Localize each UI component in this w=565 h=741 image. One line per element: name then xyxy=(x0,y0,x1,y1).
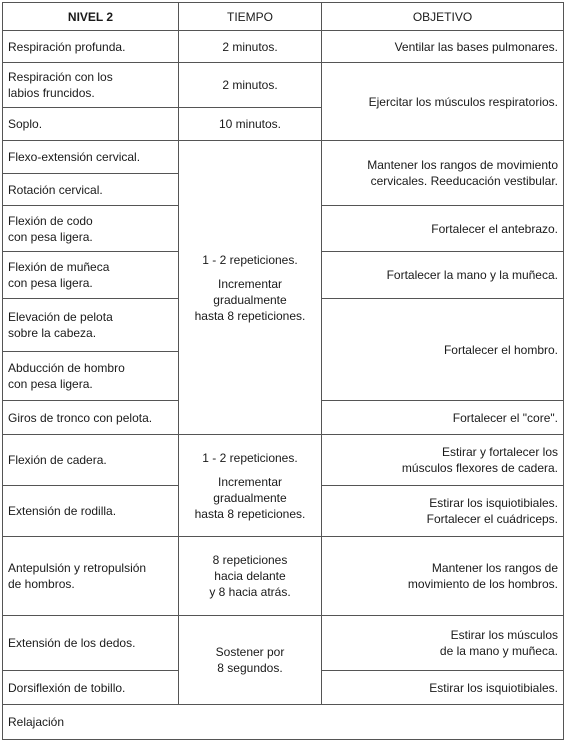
time-line: 1 - 2 repeticiones. xyxy=(202,450,298,465)
cell-line: Estirar los isquiotibiales. xyxy=(429,496,558,510)
exercise-cell: Giros de tronco con pelota. xyxy=(3,401,179,435)
cell-line: Flexión de codo xyxy=(8,213,93,228)
cell-line: movimiento de los hombros. xyxy=(407,577,558,591)
cell-line: de hombros. xyxy=(8,577,75,591)
objective-cell xyxy=(322,486,564,537)
time-line: Incrementar xyxy=(217,276,283,291)
table-row xyxy=(3,537,564,616)
header-objetivo: OBJETIVO xyxy=(322,3,564,31)
time-line: hasta 8 repeticiones. xyxy=(194,308,306,323)
time-cell xyxy=(179,435,322,537)
cell-line: Antepulsión y retropulsión xyxy=(8,561,147,575)
exercise-cell: Rotación cervical. xyxy=(3,174,179,206)
cell-line: Estirar y fortalecer los xyxy=(441,445,558,459)
objective-cell: Fortalecer el hombro. xyxy=(322,299,564,401)
cell-line: con pesa ligera. xyxy=(8,276,93,290)
cell-line: Sostener por xyxy=(215,645,285,659)
time-line: Incrementar xyxy=(217,474,283,489)
exercise-cell: Respiración profunda. xyxy=(3,31,179,63)
exercise-cell xyxy=(3,537,179,616)
time-cell: 2 minutos. xyxy=(179,31,322,63)
cell-line: sobre la cabeza. xyxy=(8,326,97,340)
exercise-cell xyxy=(3,352,179,401)
objective-cell: Ejercitar los músculos respiratorios. xyxy=(322,63,564,141)
cell-line: Estirar los músculos xyxy=(450,628,558,642)
cell-line: Elevación de pelota xyxy=(8,310,113,324)
exercise-cell: Extensión de los dedos. xyxy=(3,616,179,671)
cell-line: Abducción de hombro xyxy=(8,361,125,375)
cell-line: de la mano y muñeca. xyxy=(439,644,558,658)
time-cell: 2 minutos. xyxy=(179,63,322,108)
header-nivel: NIVEL 2 xyxy=(3,3,179,31)
cell-line: con pesa ligera. xyxy=(8,229,93,244)
exercise-cell xyxy=(3,63,179,108)
cell-line: Flexión de muñeca xyxy=(8,260,110,274)
exercise-cell: Flexo-extensión cervical. xyxy=(3,141,179,174)
table-row xyxy=(3,141,564,174)
cell-line: Mantener los rangos de movimiento xyxy=(367,158,558,172)
exercise-cell xyxy=(3,206,179,252)
exercise-cell: Soplo. xyxy=(3,108,179,141)
time-cell xyxy=(179,141,322,435)
time-cell xyxy=(179,537,322,616)
objective-cell: Ventilar las bases pulmonares. xyxy=(322,31,564,63)
cell-line: Mantener los rangos de xyxy=(431,561,558,575)
cell-line: cervicales. Reeducación vestibular. xyxy=(370,174,558,188)
cell-line: músculos flexores de cadera. xyxy=(401,461,558,475)
table-row xyxy=(3,63,564,108)
objective-cell xyxy=(322,537,564,616)
objective-cell xyxy=(322,141,564,206)
cell-line: labios fruncidos. xyxy=(8,86,95,100)
cell-line: Respiración con los xyxy=(8,70,113,84)
time-line: gradualmente xyxy=(213,490,287,505)
table-row xyxy=(3,616,564,671)
time-cell: 10 minutos. xyxy=(179,108,322,141)
exercise-cell: Dorsiflexión de tobillo. xyxy=(3,671,179,705)
exercise-cell: Extensión de rodilla. xyxy=(3,486,179,537)
time-line: gradualmente xyxy=(213,292,287,307)
objective-cell: Fortalecer la mano y la muñeca. xyxy=(322,252,564,299)
table-row xyxy=(3,435,564,486)
time-line: 1 - 2 repeticiones. xyxy=(202,252,298,267)
cell-line: 8 segundos. xyxy=(217,661,283,675)
exercise-cell: Flexión de cadera. xyxy=(3,435,179,486)
relaxation-cell: Relajación xyxy=(3,705,564,740)
table-row xyxy=(3,31,564,63)
cell-line: hacia delante xyxy=(214,569,286,583)
objective-cell: Fortalecer el antebrazo. xyxy=(322,206,564,252)
cell-line: 8 repeticiones xyxy=(212,553,288,567)
objective-cell: Estirar los isquiotibiales. xyxy=(322,671,564,705)
exercise-cell xyxy=(3,252,179,299)
header-row xyxy=(3,3,564,31)
cell-line: y 8 hacia atrás. xyxy=(209,585,291,599)
objective-cell: Fortalecer el "core". xyxy=(322,401,564,435)
table-row xyxy=(3,705,564,740)
cell-line: Fortalecer el cuádriceps. xyxy=(426,512,558,526)
cell-line: con pesa ligera. xyxy=(8,377,93,391)
objective-cell xyxy=(322,435,564,486)
header-tiempo: TIEMPO xyxy=(179,3,322,31)
exercise-cell xyxy=(3,299,179,352)
time-line: hasta 8 repeticiones. xyxy=(194,506,306,521)
exercise-table xyxy=(2,2,564,740)
time-cell xyxy=(179,616,322,705)
objective-cell xyxy=(322,616,564,671)
